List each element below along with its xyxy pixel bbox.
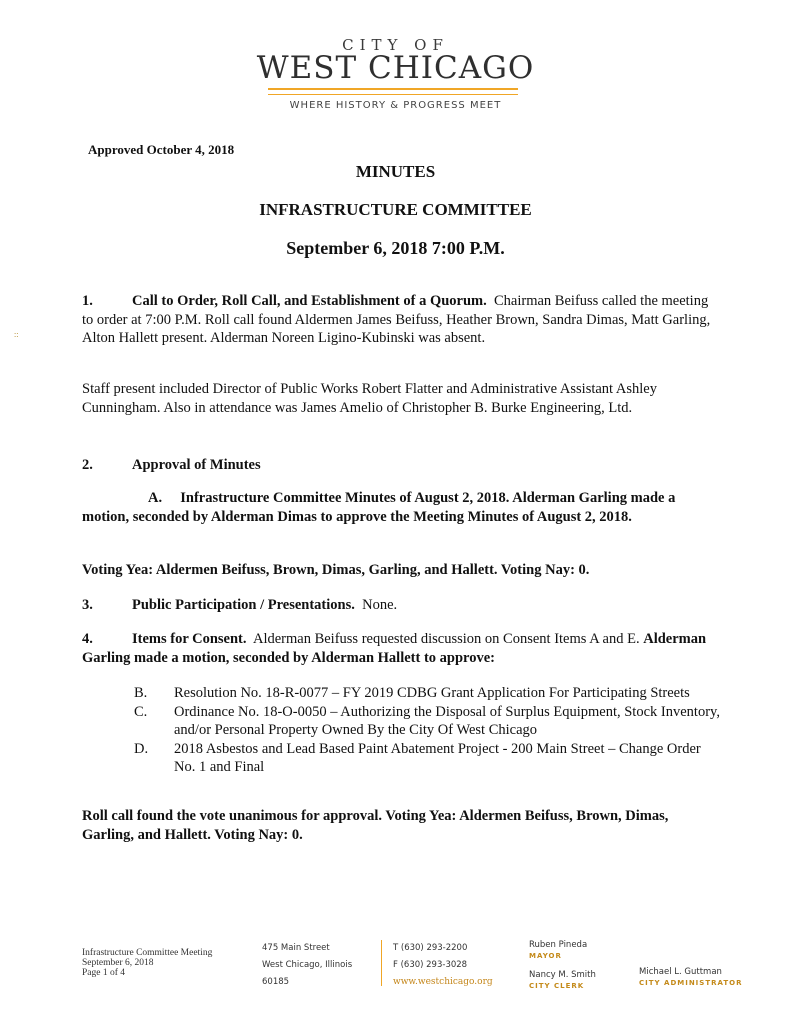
footer-administrator	[639, 967, 759, 989]
section-1-body: Chairman Beifuss called the meeting to order at 7:00 P.M. Roll call found Aldermen James Beifuss, Heather Brown, Sandra Dimas, Matt Garling, Alton Hallett present. Alderman Noreen Ligino-Kubinski was absent.	[82, 293, 711, 346]
letterhead-city-of: CITY OF	[342, 36, 449, 54]
section-3-number: 3.	[82, 597, 93, 613]
section-2-item-text: Infrastructure Committee Minutes of August 2, 2018. Alderman Garling made a motion, seconded by Alderman Dimas to approve the Meeting Minutes of August 2, 2018.	[82, 490, 676, 525]
list-item	[134, 684, 724, 703]
list-item-letter: B.	[134, 685, 148, 701]
footer-address-line2: West Chicago, Illinois	[262, 960, 353, 970]
section-4-number: 4.	[82, 631, 93, 647]
consent-items-list	[134, 684, 724, 777]
section-1-number: 1.	[82, 293, 93, 309]
section-3-body: None.	[362, 597, 398, 613]
footer-doc-date: September 6, 2018	[82, 958, 154, 968]
footer-address-line1: 475 Main Street	[262, 943, 330, 953]
section-4-heading: Items for Consent.	[132, 631, 247, 647]
list-item-text: Resolution No. 18-R-0077 – FY 2019 CDBG Grant Application For Participating Streets	[174, 685, 690, 701]
section-2-number: 2.	[82, 457, 93, 473]
margin-mark: ::	[14, 330, 19, 339]
section-3-heading: Public Participation / Presentations.	[132, 597, 355, 613]
footer-fax: F (630) 293-3028	[393, 960, 468, 970]
footer-address	[262, 940, 372, 991]
section-4-motion: Alderman Garling made a motion, seconded by Alderman Hallett to approve:	[82, 631, 707, 666]
section-1	[82, 292, 722, 348]
list-item	[134, 703, 724, 740]
letterhead-city-name: WEST CHICAGO	[256, 50, 535, 86]
letterhead-rule	[268, 88, 518, 95]
committee-name: INFRASTRUCTURE COMMITTEE	[259, 200, 532, 219]
list-item-text: 2018 Asbestos and Lead Based Paint Abatement Project - 200 Main Street – Change Order No. 1 and Final	[174, 740, 701, 775]
approved-date: Approved October 4, 2018	[88, 142, 235, 157]
section-3	[82, 596, 722, 615]
footer-doc-info	[82, 946, 232, 980]
footer-mayor-name: Ruben Pineda	[529, 940, 588, 950]
footer-zip: 60185	[262, 977, 290, 987]
footer-contact	[393, 940, 513, 991]
section-2-vote: Voting Yea: Aldermen Beifuss, Brown, Dimas, Garling, and Hallett. Voting Nay: 0.	[82, 562, 590, 578]
section-1-staff: Staff present included Director of Public Works Robert Flatter and Administrative Assistant Ashley Cunningham. Also in attendance was James Amelio of Christopher B. Burke Engineering, Ltd.	[82, 381, 657, 416]
section-2-item-a	[82, 489, 722, 526]
list-item	[134, 740, 724, 777]
document-title: MINUTES	[355, 162, 436, 181]
section-4-body: Alderman Beifuss requested discussion on Consent Items A and E.	[252, 631, 640, 647]
meeting-date: September 6, 2018 7:00 P.M.	[286, 238, 505, 258]
section-2-heading: Approval of Minutes	[132, 457, 261, 473]
section-2	[82, 456, 722, 475]
section-1-heading: Call to Order, Roll Call, and Establishment of a Quorum.	[132, 293, 487, 309]
section-4	[82, 630, 722, 667]
list-item-letter: D.	[134, 740, 149, 757]
footer-clerk-name: Nancy M. Smith	[529, 970, 596, 980]
list-item-text: Ordinance No. 18-O-0050 – Authorizing the Disposal of Surplus Equipment, Stock Inventory, and/or Personal Property Owned By the City Of West Chicago	[174, 703, 720, 738]
footer-phone: T (630) 293-2200	[393, 943, 468, 953]
footer-mayor-title: MAYOR	[529, 952, 562, 960]
list-item-letter: C.	[134, 703, 148, 720]
footer-clerk-title: CITY CLERK	[529, 982, 585, 990]
footer-divider	[381, 940, 382, 986]
footer-page-number: Page 1 of 4	[82, 968, 126, 978]
letterhead-tagline: WHERE HISTORY & PROGRESS MEET	[289, 100, 502, 111]
section-4-vote: Roll call found the vote unanimous for approval. Voting Yea: Aldermen Beifuss, Brown, Dimas, Garling, and Hallett. Voting Nay: 0.	[82, 808, 669, 843]
footer-website-link[interactable]: www.westchicago.org	[393, 977, 493, 987]
footer-admin-name: Michael L. Guttman	[639, 967, 722, 977]
footer-doc-title: Infrastructure Committee Meeting	[82, 948, 213, 958]
section-2-item-letter: A.	[148, 490, 163, 506]
footer-admin-title: CITY ADMINISTRATOR	[639, 979, 743, 987]
footer-officials	[529, 940, 639, 992]
